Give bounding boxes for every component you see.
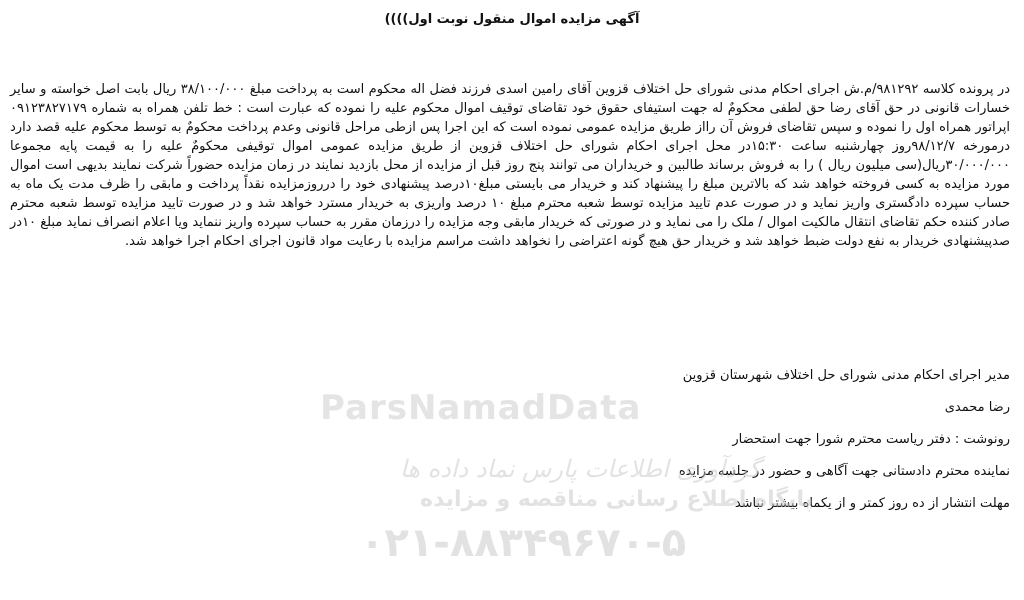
notice-body-paragraph: در پرونده کلاسه ۹۸۱۲۹۲/م.ش اجرای احکام مدنی شورای حل اختلاف قزوین آقای رامین اسدی فرزند فضل اله محکوم است به پرداخت مبلغ ۳۸/۱۰۰/۰۰۰ ریال بابت اصل خواسته و سایر خسارات قانونی در حق آقای رضا حق لطفی محکومٌ له جهت استیفای حقوق خود تقاضای توقیف اموال محکوم علیه را نموده که عبارت است : خط تلفن همراه به شماره ۰۹۱۲۳۸۲۷۱۷۹ اپراتور همراه اول را نموده و سپس تقاضای فروش آن رااز طریق مزایده عمومی نموده است که این اجرا پس ازطی مراحل قانونی وعدم پرداخت محکومٌ به توسط محکوم علیه قصد دارد درمورخه ۹۸/۱۲/۷روز چهارشنبه ساعت ۱۵:۳۰در محل اجرای احکام شورای حل اختلاف قزوین از طریق مزایده عمومی اموال توقیفی محکومٌ علیه را به قیمت پایه مجموعا ۳۰/۰۰۰/۰۰۰ریال(سی میلیون ریال ) را به فروش برساند طالبین و خریداران می توانند پنج روز قبل از مزایده از محل بازدید نمایند در زمان مزایده حضوراً شرکت نمایند بدیهی است اموال مورد مزایده به کسی فروخته خواهد شد که بالاترین مبلغ را پیشنهاد کند و خریدار می بایستی مبلغ۱۰درصد پیشنهادی خود را درروزمزایده نقداً پرداخت و مابقی را ظرف مدت یک ماه به حساب سپرده دادگستری واریز نماید و در صورت عدم تایید مزایده توسط شعبه محترم مبلغ ۱۰ درصد واریزی به خریدار مسترد خواهد شد و در صورت تایید مزایده توسط شعبه محترم صادر کننده حکم تقاضای انتقال مالکیت اموال / ملک را می نماید و در صورتی که خریدار مابقی وجه مزایده را درزمان مقرر به حساب سپرده واریز ننماید ویا اعلام انصراف نماید مبلغ ۱۰در صدپیشنهادی خریدار به نفع دولت ضبط خواهد شد و خریدار حق هیچ گونه اعتراضی را نخواهد داشت مراسم مزایده با رعایت مواد قانون اجرای احکام اجرا خواهد شد. <box>10 82 1010 249</box>
notice-body <box>10 80 1010 251</box>
watermark-line-1: گردآوری اطلاعات پارس نماد داده ها <box>400 455 761 483</box>
publication-deadline-line: مهلت انتشار از ده روز کمتر و از یکماه بیشتر نباشد <box>734 496 1010 511</box>
signature-title: مدیر اجرای احکام مدنی شورای حل اختلاف شهرستان قزوین <box>682 368 1010 383</box>
notice-title: آگهی مزایده اموال منقول نوبت اول)))) <box>384 12 640 27</box>
watermark-brand: ParsNamadData <box>320 388 642 428</box>
watermark-line-2: پایگاه اطلاع رسانی مناقصه و مزایده <box>420 487 813 512</box>
cc-line: رونوشت : دفتر ریاست محترم شورا جهت استحضار <box>732 432 1010 447</box>
watermark-phone: ۰۲۱-۸۸۳۴۹۶۷۰-۵ <box>360 520 687 566</box>
prosecutor-rep-line: نماینده محترم دادستانی جهت آگاهی و حضور در جلسه مزایده <box>678 464 1010 479</box>
signature-name: رضا محمدی <box>944 400 1010 415</box>
